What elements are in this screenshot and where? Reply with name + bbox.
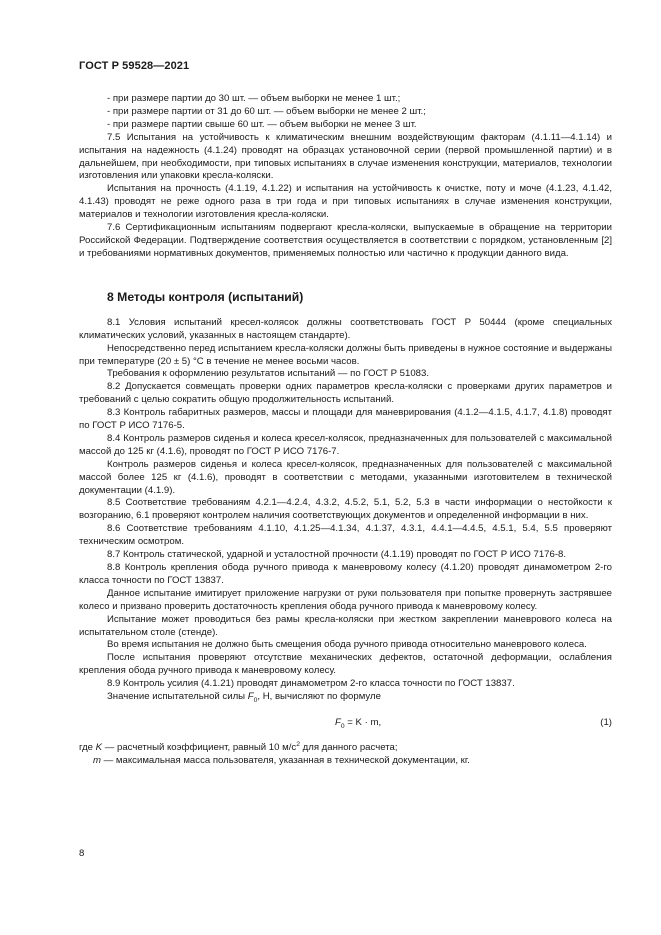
where-m: m — максимальная масса пользователя, указанная в технической документации, кг. <box>93 754 470 766</box>
paragraph: Испытание может проводиться без рамы кресла-коляски при жестком закреплении маневрового колеса на испытательном столе (стенде). <box>79 613 612 638</box>
force-symbol: F <box>247 691 254 703</box>
paragraph-8-8: 8.8 Контроль крепления обода ручного привода к маневровому колесу (4.1.20) проводят динамометром 2-го класса точности по ГОСТ 13837. <box>79 562 612 586</box>
list-item: - при размере партии до 30 шт. — объем выборки не менее 1 шт.; <box>107 93 401 104</box>
document-header: ГОСТ Р 59528—2021 <box>79 60 190 72</box>
paragraph-7-6: 7.6 Сертификационным испытаниям подвергают кресла-коляски, выпускаемые в обращение на территории Российской Федерации. Подтверждение соответствия осуществляется в соответствии с порядком, установленным [2] и требованиями нормативных документов, применяемых полностью или частично к продукции данного вида. <box>79 222 612 259</box>
paragraph: После испытания проверяют отсутствие механических дефектов, остаточной деформации, ослабления крепления обода ручного привода к маневровому колесу. <box>79 652 612 677</box>
formula-expression: $F_0 = K \cdot m$, <box>335 716 382 730</box>
paragraph-7-5: 7.5 Испытания на устойчивость к климатическим внешним воздействующим факторам (4.1.11—4.1.14) и испытания на надежность (4.1.24) проводят на образцах установочной серии (первой промышленной партии) и в дальнейшем, при необходимости, при типовых испытаниях в случае изменения конструкции, материалов, технологии изготовления или упаковки кресла-коляски. <box>79 131 612 182</box>
paragraph-8-2: 8.2 Допускается совмещать проверки одних параметров кресла-коляски с проверками других параметров и требований с целью сократить общую продолжительность испытаний. <box>79 381 612 406</box>
paragraph: Контроль размеров сиденья и колеса кресел-колясок, предназначенных для пользователей с максимальной массой более 125 кг (4.1.6), проводят в соответствии с методами, указанными изготовителем в технической документации (4.1.9). <box>79 458 612 496</box>
force-intro: Значение испытательной силы $F_0$, Н, вычисляют по формуле <box>107 691 381 704</box>
paragraph: Непосредственно перед испытанием кресла-коляски должны быть приведены в нужное состояние и выдержаны при температуре (20 ± 5) °С в течение не менее восьми часов. <box>79 342 612 367</box>
paragraph-8-1: 8.1 Условия испытаний кресел-колясок должны соответствовать ГОСТ Р 50444 (кроме специальных климатических условий, указанных в настоящем стандарте). <box>79 316 612 341</box>
paragraph-8-9: 8.9 Контроль усилия (4.1.21) проводят динамометром 2-го класса точности по ГОСТ 13837. <box>107 678 515 690</box>
paragraph: Данное испытание имитирует приложение нагрузки от руки пользователя при попытке провернуть застрявшее колесо и призвано проверить достаточность крепления обода ручного привода к маневровому колесу. <box>79 587 612 612</box>
paragraph: Во время испытания не должно быть смещения обода ручного привода относительно маневрового колеса. <box>107 639 587 651</box>
page-content <box>79 93 612 767</box>
paragraph-8-4: 8.4 Контроль размеров сиденья и колеса кресел-колясок, предназначенных для пользователей с максимальной массой до 125 кг (4.1.6), проводят по ГОСТ Р ИСО 7176-7. <box>79 432 612 457</box>
page-number: 8 <box>79 848 85 859</box>
paragraph: Требования к оформлению результатов испытаний — по ГОСТ Р 51083. <box>107 368 430 380</box>
list-item: - при размере партии от 31 до 60 шт. — объем выборки не менее 2 шт.; <box>107 105 426 117</box>
section-title: 8 Методы контроля (испытаний) <box>107 289 304 304</box>
paragraph-8-3: 8.3 Контроль габаритных размеров, массы и площади для маневрирования (4.1.2—4.1.5, 4.1.7, 4.1.8) проводят по ГОСТ Р ИСО 7176-5. <box>79 407 612 432</box>
list-item: - при размере партии свыше 60 шт. — объем выборки не менее 3 шт. <box>107 118 417 130</box>
paragraph-8-7: 8.7 Контроль статической, ударной и усталостной прочности (4.1.19) проводят по ГОСТ Р ИСО 7176-8. <box>107 549 567 561</box>
paragraph-8-6: 8.6 Соответствие требованиям 4.1.10, 4.1.25—4.1.34, 4.1.37, 4.3.1, 4.4.1—4.4.5, 4.5.1, 5.4, 5.5 проверяют техническим осмотром. <box>79 523 612 548</box>
formula-1 <box>79 715 612 730</box>
formula-number: (1) <box>600 716 612 728</box>
paragraph-8-5: 8.5 Соответствие требованиям 4.2.1—4.2.4, 4.3.2, 4.5.2, 5.1, 5.2, 5.3 в части информации о нестойкости к возгоранию, 6.1 проверяют контролем наличия соответствующих документов и определенной информации в них. <box>79 497 612 522</box>
paragraph-strength-tests: Испытания на прочность (4.1.19, 4.1.22) и испытания на устойчивость к очистке, поту и моче (4.1.23, 4.1.42, 4.1.43) проводят не реже одного раза в три года и при типовых испытаниях в случае изменения конструкции, материалов и технологии изготовления кресла-коляски. <box>79 183 612 221</box>
where-k: где K — расчетный коэффициент, равный 10 $м/с^2$ для данного расчета; <box>79 740 398 753</box>
